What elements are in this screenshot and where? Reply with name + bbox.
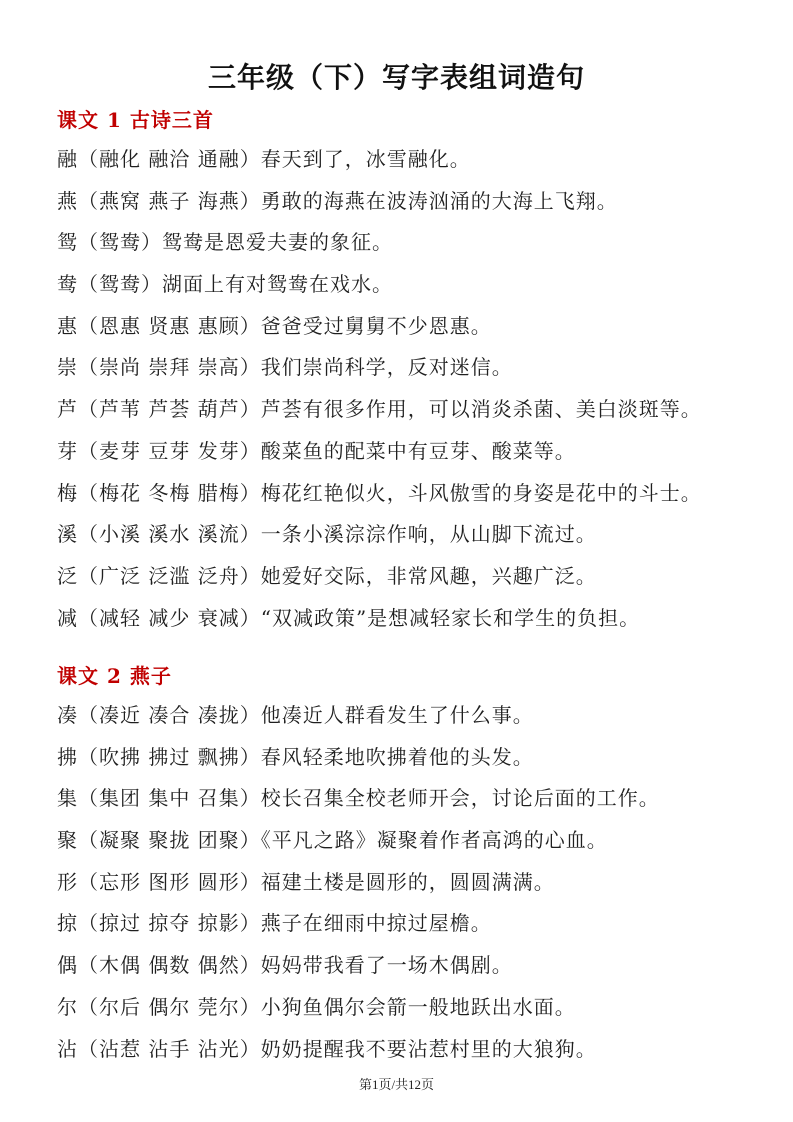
entry-words: （广泛 泛滥 泛舟） — [78, 563, 261, 588]
entry-sentence: 梅花红艳似火，斗风傲雪的身姿是花中的斗士。 — [260, 480, 702, 505]
entry-sentence: 校长召集全校老师开会，讨论后面的工作。 — [260, 786, 660, 811]
entry-words: （鸳鸯） — [78, 230, 162, 255]
entry-line — [57, 862, 777, 904]
entry-character: 梅 — [57, 480, 78, 505]
entry-sentence: 福建土楼是圆形的，圆圆满满。 — [260, 869, 555, 894]
entry-words: （恩惠 贤惠 惠顾） — [78, 313, 261, 338]
entry-character: 偶 — [57, 953, 78, 978]
entry-character: 溪 — [57, 522, 78, 547]
entry-words: （尔后 偶尔 莞尔） — [78, 994, 261, 1019]
entry-line — [57, 903, 777, 945]
entry-words: （掠过 掠夺 掠影） — [78, 911, 261, 936]
entry-line — [57, 598, 777, 640]
entry-character: 集 — [57, 786, 78, 811]
section-heading: 课文 2 燕子 — [57, 664, 172, 688]
entry-sentence: 《平凡之路》凝聚着作者高鸿的心血。 — [260, 828, 608, 853]
entry-words: （集团 集中 召集） — [78, 786, 261, 811]
entry-line — [57, 139, 777, 181]
entry-sentence: 一条小溪淙淙作响，从山脚下流过。 — [260, 522, 597, 547]
entry-character: 尔 — [57, 994, 78, 1019]
entry-character: 融 — [57, 147, 78, 171]
entry-words: （凑近 凑合 凑拢） — [78, 703, 261, 727]
entry-words: （沾惹 沾手 沾光） — [78, 1036, 261, 1061]
entry-line — [57, 181, 777, 223]
entry-sentence: 燕子在细雨中掠过屋檐。 — [260, 911, 492, 936]
entry-line — [57, 987, 777, 1029]
entry-line — [57, 431, 777, 473]
entry-words: （麦芽 豆芽 发芽） — [78, 438, 261, 463]
entry-sentence: 湖面上有对鸳鸯在戏水。 — [162, 272, 393, 297]
entry-line — [57, 820, 777, 862]
entry-sentence: 春天到了，冰雪融化。 — [260, 147, 471, 171]
entry-words: （融化 融洽 通融） — [78, 147, 261, 171]
entry-sentence: 我们崇尚科学，反对迷信。 — [260, 355, 513, 380]
entry-words: （忘形 图形 圆形） — [78, 869, 261, 894]
entry-character: 聚 — [57, 828, 78, 853]
entry-sentence: 妈妈带我看了一场木偶剧。 — [260, 953, 513, 978]
entry-line — [57, 737, 777, 779]
entry-line — [57, 778, 777, 820]
entry-character: 减 — [57, 605, 78, 630]
page-footer: 第1页/共12页 — [358, 1077, 435, 1092]
entry-words: （小溪 溪水 溪流） — [78, 522, 261, 547]
entry-words: （鸳鸯） — [78, 272, 162, 297]
entry-line — [57, 347, 777, 389]
entry-character: 燕 — [57, 188, 78, 213]
entry-sentence: 爸爸受过舅舅不少恩惠。 — [260, 313, 492, 338]
entry-character: 泛 — [57, 563, 78, 588]
entry-line — [57, 473, 777, 515]
entry-line — [57, 556, 777, 598]
entry-words: （燕窝 燕子 海燕） — [78, 188, 261, 213]
entry-sentence: 她爱好交际，非常风趣，兴趣广泛。 — [260, 563, 597, 588]
entry-character: 沾 — [57, 1036, 78, 1061]
entry-line — [57, 514, 777, 556]
entry-sentence: 他凑近人群看发生了什么事。 — [260, 703, 534, 727]
entry-sentence: 勇敢的海燕在波涛汹涌的大海上飞翔。 — [260, 188, 618, 213]
entry-sentence: 酸菜鱼的配菜中有豆芽、酸菜等。 — [260, 438, 576, 463]
entry-sentence: 芦荟有很多作用，可以消炎杀菌、美白淡斑等。 — [260, 397, 702, 422]
entry-line — [57, 306, 777, 348]
lesson-section — [57, 105, 777, 639]
entry-character: 凑 — [57, 703, 78, 727]
entry-words: （崇尚 崇拜 崇高） — [78, 355, 261, 380]
entry-character: 惠 — [57, 313, 78, 338]
lesson-section — [57, 661, 777, 1070]
entry-character: 崇 — [57, 355, 78, 380]
entry-character: 鸳 — [57, 230, 78, 255]
entry-words: （减轻 减少 衰减） — [78, 605, 261, 630]
entry-character: 掠 — [57, 911, 78, 936]
entry-sentence: 春风轻柔地吹拂着他的头发。 — [260, 744, 534, 769]
entry-words: （吹拂 拂过 飘拂） — [78, 744, 261, 769]
section-heading: 课文 1 古诗三首 — [57, 108, 214, 132]
entry-words: （梅花 冬梅 腊梅） — [78, 480, 261, 505]
entry-line — [57, 222, 777, 264]
entry-character: 鸯 — [57, 272, 78, 297]
entry-line — [57, 695, 777, 737]
entry-sentence: 小狗鱼偶尔会箭一般地跃出水面。 — [260, 994, 576, 1019]
entry-character: 芦 — [57, 397, 78, 422]
entry-line — [57, 264, 777, 306]
entry-line — [57, 389, 777, 431]
entry-sentence: 鸳鸯是恩爱夫妻的象征。 — [162, 230, 393, 255]
entry-sentence: 奶奶提醒我不要沾惹村里的大狼狗。 — [260, 1036, 597, 1061]
entry-character: 拂 — [57, 744, 78, 769]
entry-character: 形 — [57, 869, 78, 894]
entry-words: （凝聚 聚拢 团聚） — [78, 828, 261, 853]
entry-line — [57, 1029, 777, 1071]
entry-words: （芦苇 芦荟 葫芦） — [78, 397, 261, 422]
page-title: 三年级（下）写字表组词造句 — [207, 61, 585, 94]
entry-character: 芽 — [57, 438, 78, 463]
entry-sentence: “双减政策”是想减轻家长和学生的负担。 — [260, 605, 641, 630]
entry-line — [57, 945, 777, 987]
entry-words: （木偶 偶数 偶然） — [78, 953, 261, 978]
